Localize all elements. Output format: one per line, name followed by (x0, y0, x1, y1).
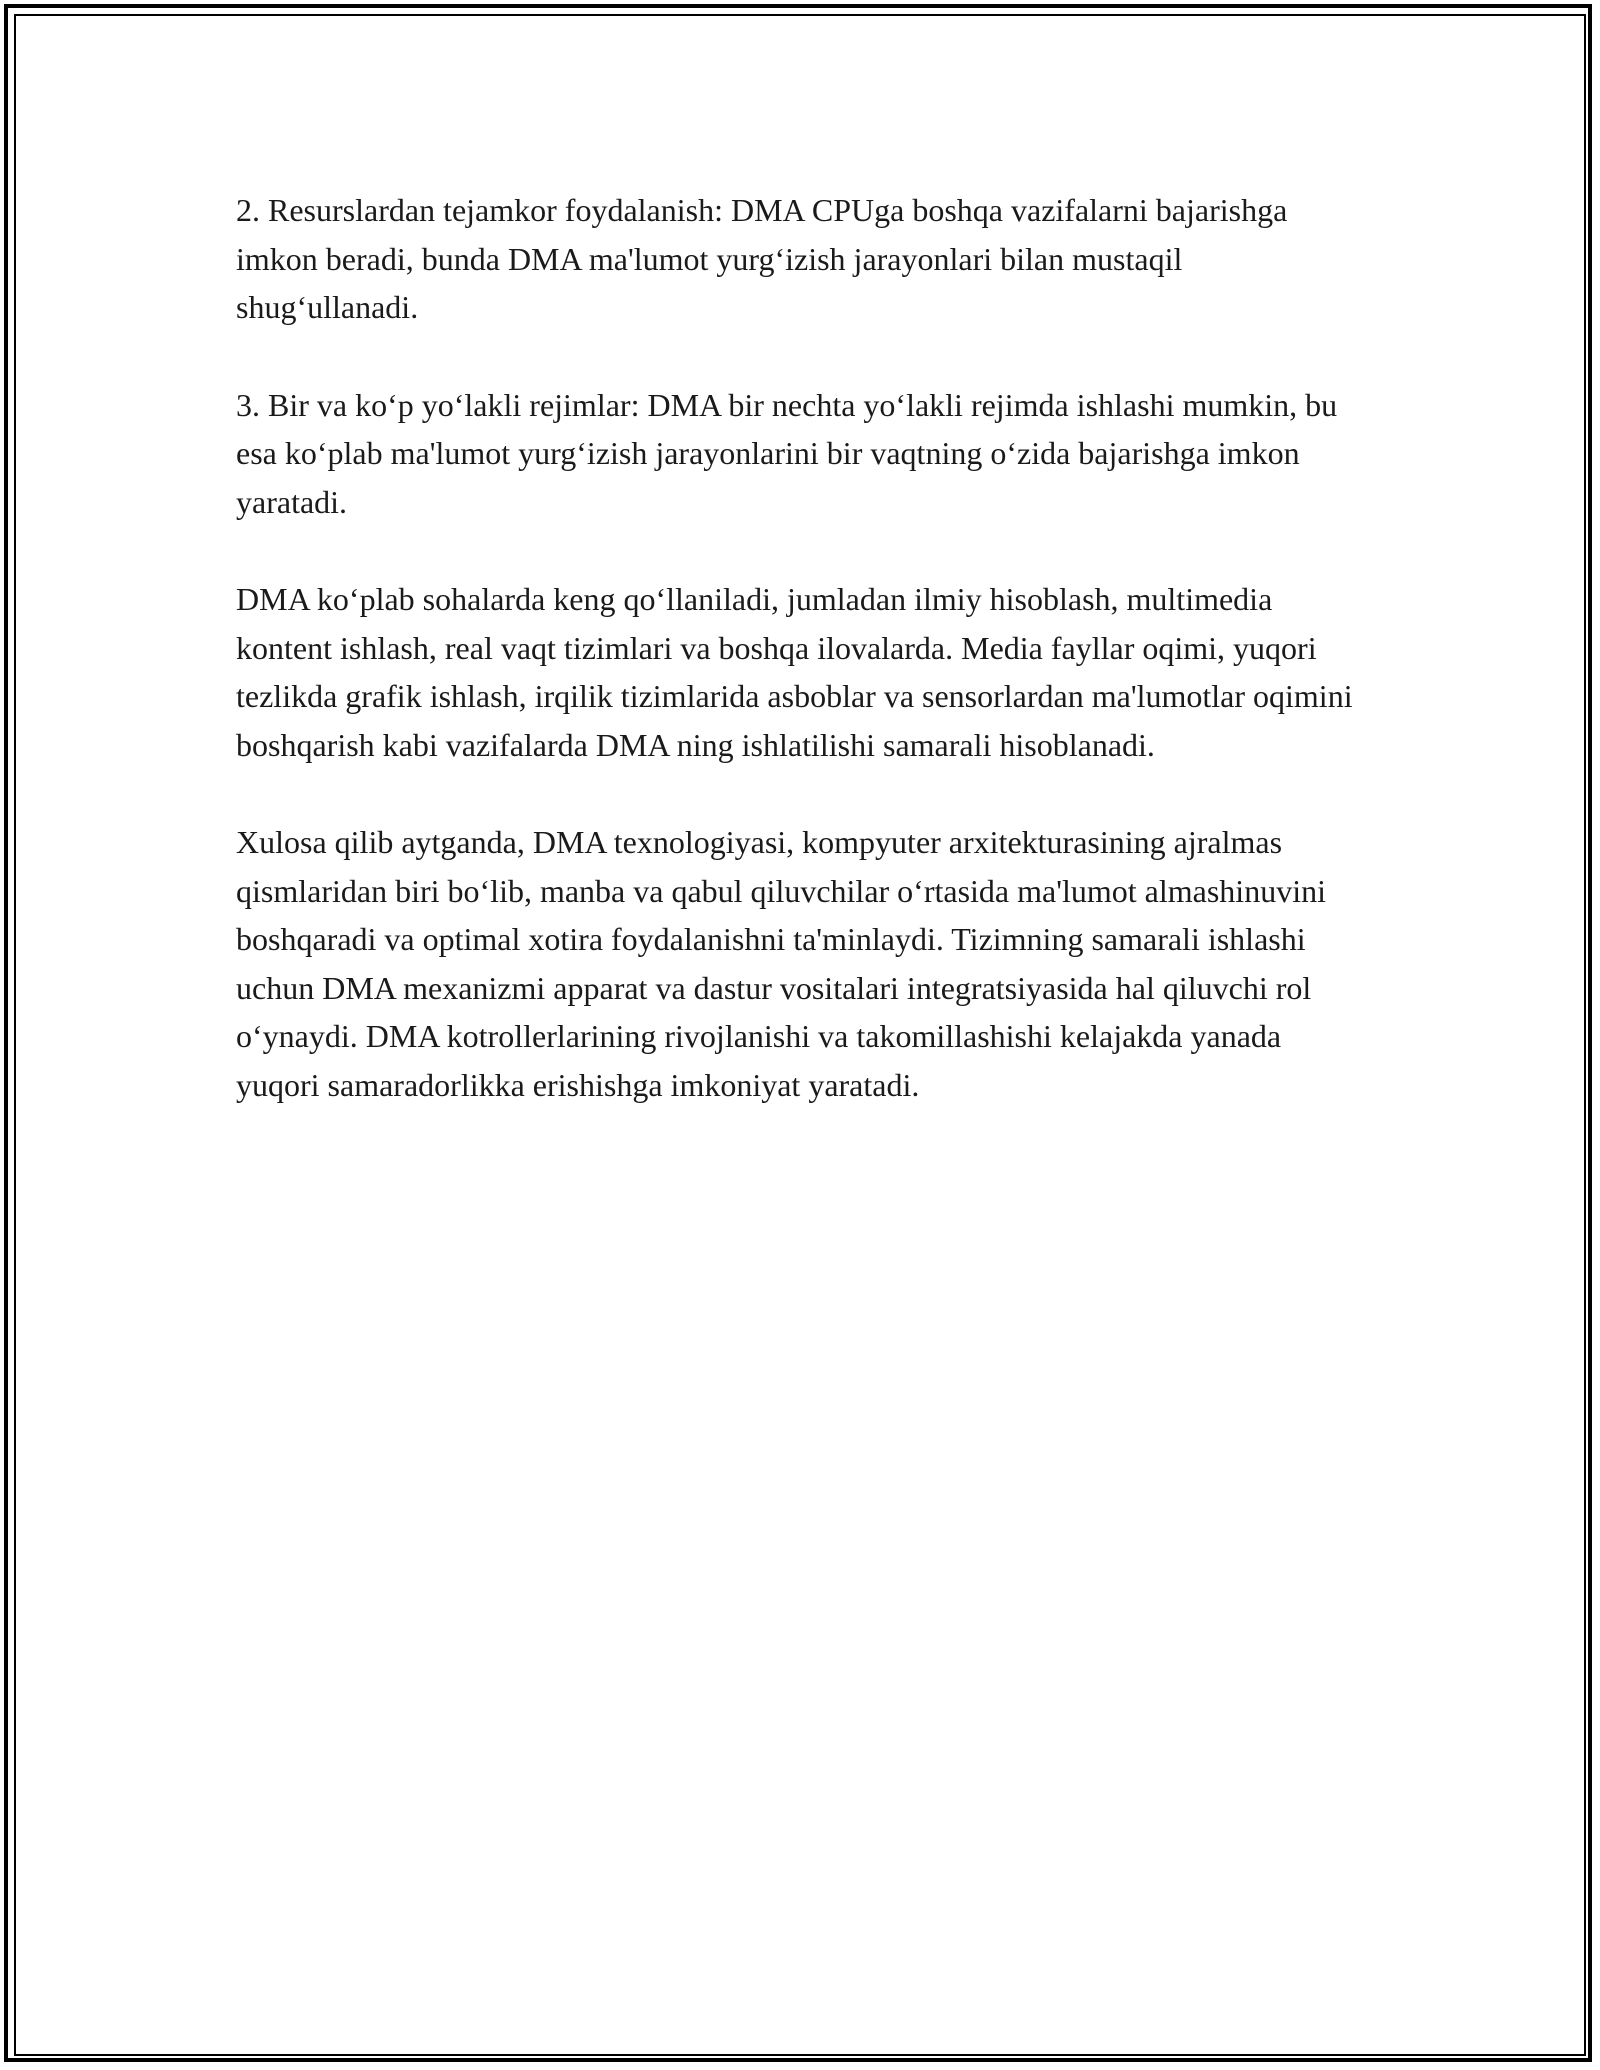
paragraph-resource-efficiency: 2. Resurslardan tejamkor foydalanish: DMA CPUga boshqa vazifalarni bajarishga imkon beradi, bunda DMA ma'lumot yurg‘izish jarayonlari bilan mustaqil shug‘ullanadi. (236, 192, 1288, 325)
paragraph-multichannel-modes: 3. Bir va ko‘p yo‘lakli rejimlar: DMA bir nechta yo‘lakli rejimda ishlashi mumkin, bu esa ko‘plab ma'lumot yurg‘izish jarayonlarini bir vaqtning o‘zida bajarishga imkon yaratadi. (236, 386, 1338, 520)
document-body (236, 186, 1366, 1158)
paragraph-conclusion: Xulosa qilib aytganda, DMA texnologiyasi, kompyuter arxitekturasining ajralmas qismlaridan biri bo‘lib, manba va qabul qiluvchilar o‘rtasida ma'lumot almashinuvini boshqaradi va optimal xotira foydalanishni ta'minlaydi. Tizimning samarali ishlashi uchun DMA mexanizmi apparat va dastur vositalari integratsiyasida hal qiluvchi rol o‘ynaydi. DMA kotrollerlarining rivojlanishi va takomillashishi kelajakda yanada yuqori samaradorlikka erishishga imkoniyat yaratadi. (236, 824, 1326, 1103)
paragraph-applications: DMA ko‘plab sohalarda keng qo‘llaniladi, jumladan ilmiy hisoblash, multimedia kontent ishlash, real vaqt tizimlari va boshqa ilovalarda. Media fayllar oqimi, yuqori tezlikda grafik ishlash, irqilik tizimlarida asboblar va sensorlardan ma'lumotlar oqimini boshqarish kabi vazifalarda DMA ning ishlatilishi samarali hisoblanadi. (236, 581, 1353, 763)
